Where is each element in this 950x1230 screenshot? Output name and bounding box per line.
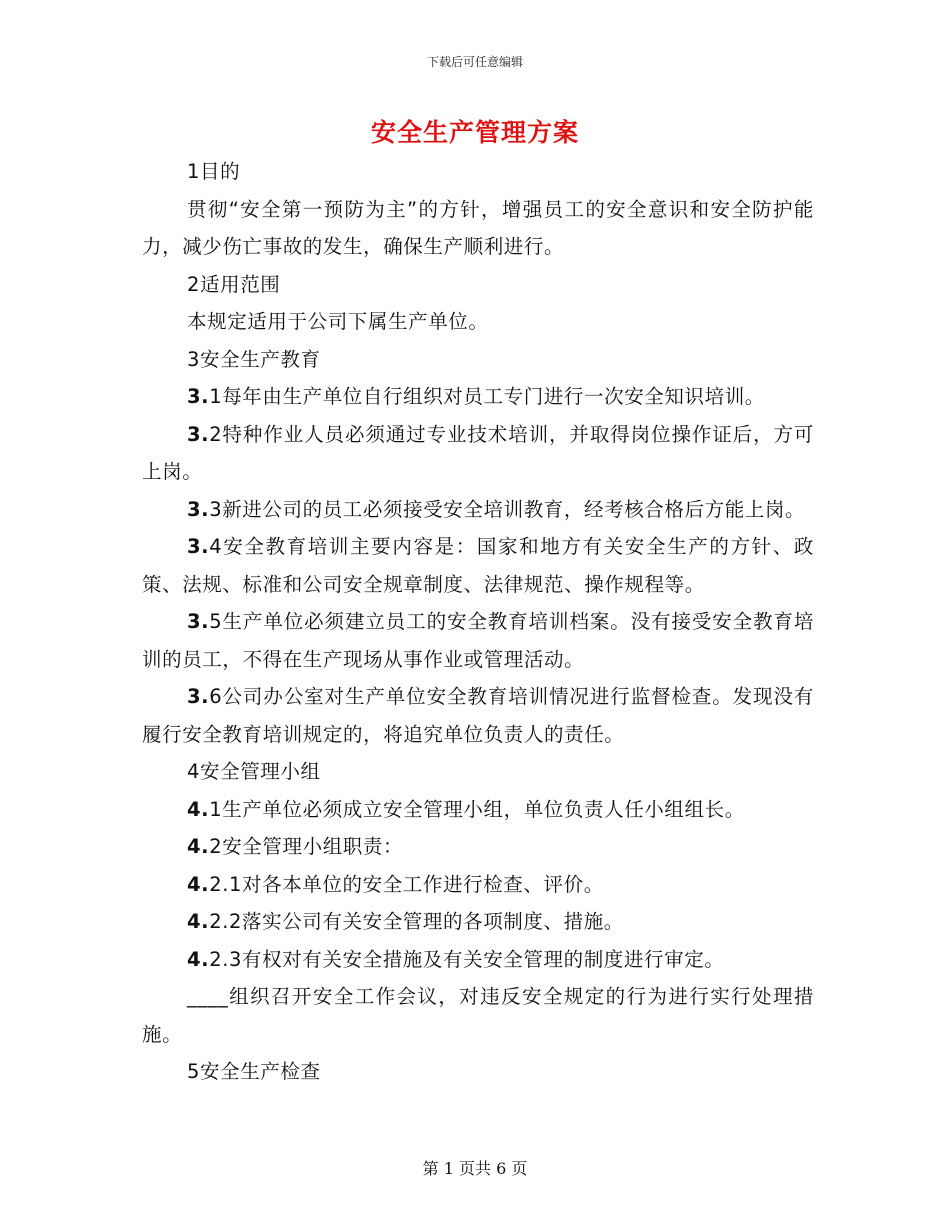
paragraph: 贯彻“安全第一预防为主”的方针，增强员工的安全意识和安全防护能力，减少伤亡事故的发生，确保生产顺利进行。: [142, 197, 814, 258]
paragraph: 3.5生产单位必须建立员工的安全教育培训档案。没有接受安全教育培训的员工，不得在生产现场从事作业或管理活动。: [142, 610, 814, 671]
document-title: 安全生产管理方案: [370, 118, 579, 147]
paragraph: 4.2.1对各本单位的安全工作进行检查、评价。: [187, 872, 604, 896]
paragraph: 3.1每年由生产单位自行组织对员工专门进行一次安全知识培训。: [187, 385, 765, 408]
paragraph: 5安全生产检查: [187, 1060, 321, 1083]
page-footer: 第 1 页共 6 页: [422, 1159, 528, 1178]
paragraph: 3.4安全教育培训主要内容是：国家和地方有关安全生产的方针、政策、法规、标准和公司安全规章制度、法律规范、操作规程等。: [142, 535, 814, 596]
paragraph: ____组织召开安全工作会议，对违反安全规定的行为进行实行处理措施。: [142, 985, 814, 1046]
paragraph: 3.2特种作业人员必须通过专业技术培训，并取得岗位操作证后，方可上岗。: [142, 422, 814, 483]
paragraph: 3安全生产教育: [187, 347, 321, 371]
paragraph: 本规定适用于公司下属生产单位。: [187, 310, 489, 333]
paragraph: 2适用范围: [187, 272, 281, 296]
paragraph: 1目的: [187, 160, 241, 183]
paragraph: 4.2.2落实公司有关安全管理的各项制度、措施。: [187, 910, 624, 933]
paragraph: 4安全管理小组: [187, 760, 321, 783]
paragraph: 3.3新进公司的员工必须接受安全培训教育，经考核合格后方能上岗。: [187, 497, 806, 521]
paragraph: 3.6公司办公室对生产单位安全教育培训情况进行监督检查。发现没有履行安全教育培训规定的，将追究单位负责人的责任。: [142, 685, 814, 746]
paragraph: 4.2安全管理小组职责：: [187, 835, 404, 858]
page-header: 下载后可任意编辑: [426, 55, 523, 69]
paragraph: 4.1生产单位必须成立安全管理小组，单位负责人任小组组长。: [187, 797, 745, 821]
paragraph: 4.2.3有权对有关安全措施及有关安全管理的制度进行审定。: [187, 947, 725, 971]
document-body: [142, 153, 814, 1091]
